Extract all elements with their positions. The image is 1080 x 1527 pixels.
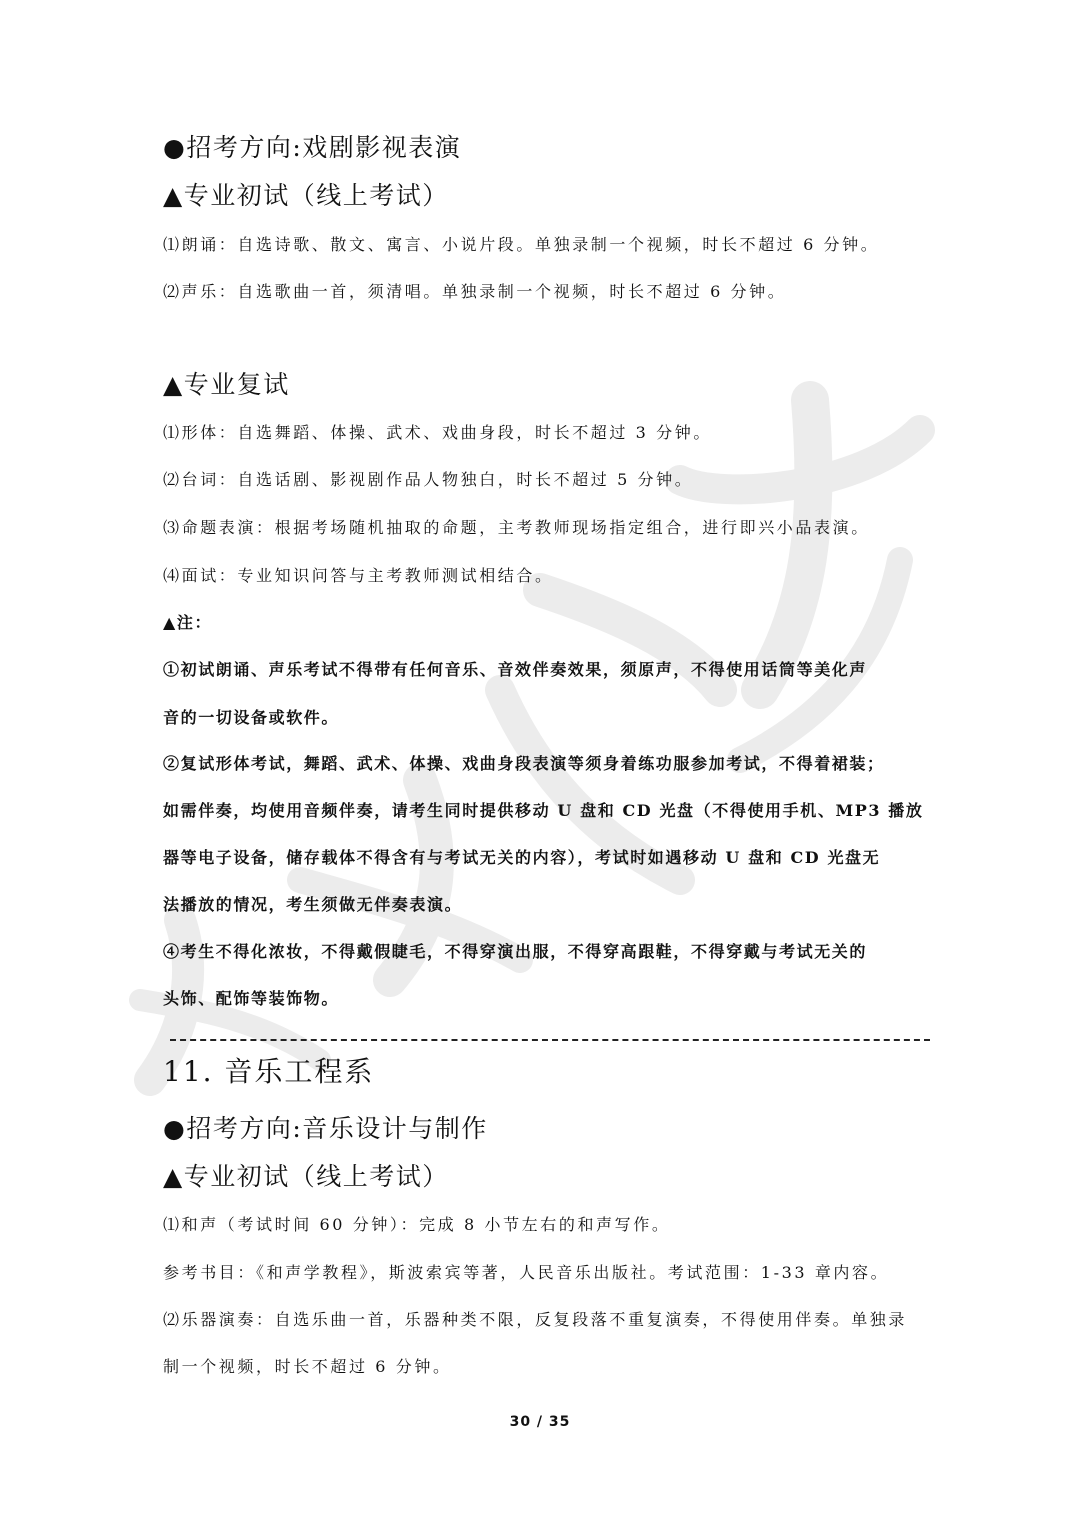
section1-prelim-heading: ▲专业初试（线上考试） <box>163 181 449 210</box>
section2-prelim-line-2: 参考书目：《和声学教程》，斯波索宾等著，人民音乐出版社。考试范围：1-33 章内容。 <box>163 1263 890 1282</box>
section2-title: 11. 音乐工程系 <box>163 1055 375 1088</box>
section2-prelim-line-4: 制一个视频，时长不超过 6 分钟。 <box>163 1357 452 1376</box>
section1-retest-item-3: ⑶命题表演：根据考场随机抽取的命题，主考教师现场指定组合，进行即兴小品表演。 <box>163 518 870 537</box>
section2-direction-heading: ●招考方向:音乐设计与制作 <box>163 1114 488 1143</box>
section1-prelim-item-1: ⑴朗诵：自选诗歌、散文、寓言、小说片段。单独录制一个视频，时长不超过 6 分钟。 <box>163 235 880 254</box>
note-line-3: ②复试形体考试，舞蹈、武术、体操、戏曲身段表演等须身着练功服参加考试，不得着裙装； <box>163 754 885 773</box>
section1-retest-heading: ▲专业复试 <box>163 370 290 399</box>
section2-prelim-line-3: ⑵乐器演奏：自选乐曲一首，乐器种类不限，反复段落不重复演奏，不得使用伴奏。单独录 <box>163 1310 908 1329</box>
note-line-5: 器等电子设备，储存载体不得含有与考试无关的内容），考试时如遇移动 U 盘和 CD 光盘无 <box>163 848 881 867</box>
section1-prelim-item-2: ⑵声乐：自选歌曲一首，须清唱。单独录制一个视频，时长不超过 6 分钟。 <box>163 282 787 301</box>
section1-retest-item-1: ⑴形体：自选舞蹈、体操、武术、戏曲身段，时长不超过 3 分钟。 <box>163 423 712 442</box>
page-number: 30 / 35 <box>509 1414 571 1430</box>
section1-retest-item-2: ⑵台词：自选话剧、影视剧作品人物独白，时长不超过 5 分钟。 <box>163 470 694 489</box>
section1-direction-heading: ●招考方向:戏剧影视表演 <box>163 133 462 162</box>
note-line-2: 音的一切设备或软件。 <box>163 708 340 727</box>
section2-prelim-line-1: ⑴和声（考试时间 60 分钟）：完成 8 小节左右的和声写作。 <box>163 1215 671 1234</box>
note-line-6: 法播放的情况，考生须做无伴奏表演。 <box>163 895 463 914</box>
note-heading: ▲注： <box>163 613 213 632</box>
section1-retest-item-4: ⑷面试：专业知识问答与主考教师测试相结合。 <box>163 566 554 585</box>
section-divider <box>170 1039 930 1041</box>
note-line-8: 头饰、配饰等装饰物。 <box>163 989 340 1008</box>
note-line-4: 如需伴奏，均使用音频伴奏，请考生同时提供移动 U 盘和 CD 光盘（不得使用手机、MP3 播放 <box>163 801 924 820</box>
note-line-1: ①初试朗诵、声乐考试不得带有任何音乐、音效伴奏效果，须原声，不得使用话筒等美化声 <box>163 660 868 679</box>
note-line-7: ④考生不得化浓妆，不得戴假睫毛，不得穿演出服，不得穿高跟鞋，不得穿戴与考试无关的 <box>163 942 868 961</box>
section2-prelim-heading: ▲专业初试（线上考试） <box>163 1162 449 1191</box>
